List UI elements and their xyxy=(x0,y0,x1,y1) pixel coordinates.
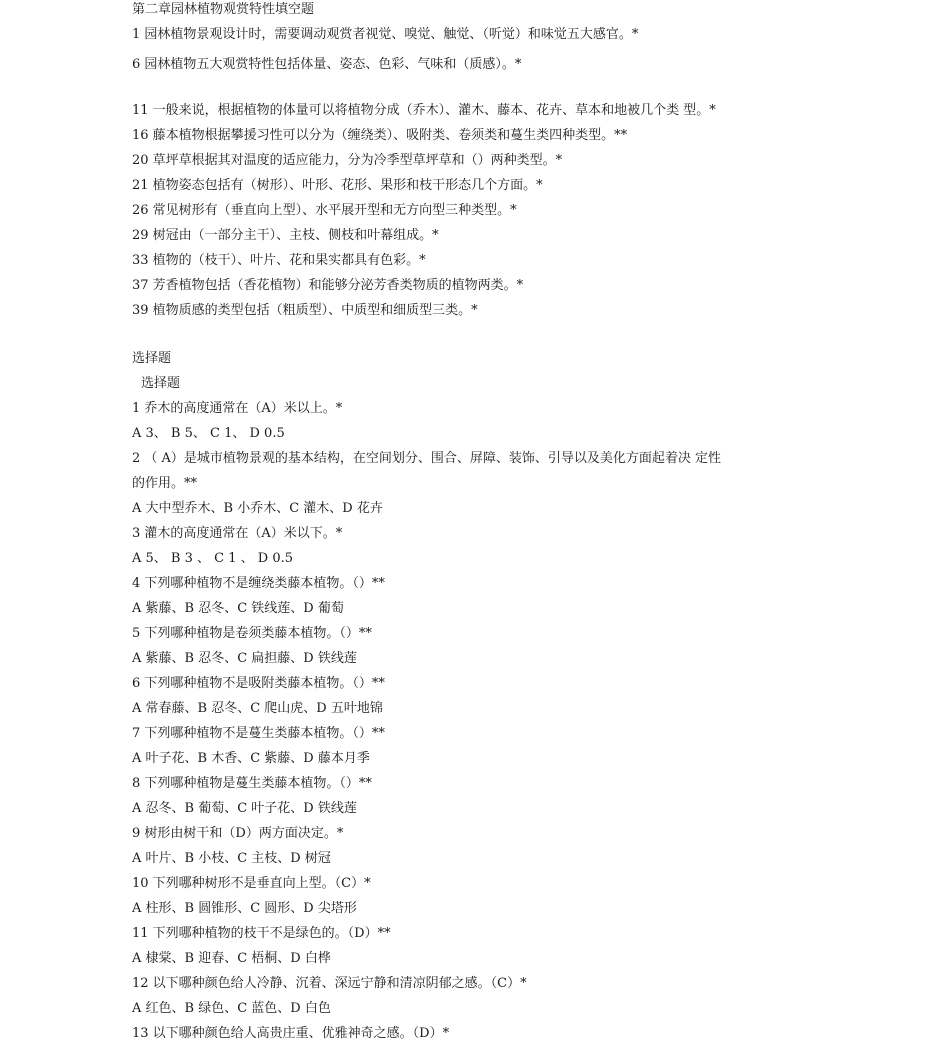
choice-options: A 3、 B 5、 C 1、 D 0.5 xyxy=(132,426,285,441)
choice-question: 3 灌木的高度通常在（A）米以下。* xyxy=(132,526,343,541)
choice-question: 5 下列哪种植物是卷须类藤本植物。（）** xyxy=(132,626,372,641)
fill-blank-item: 26 常见树形有（垂直向上型）、水平展开型和无方向型三种类型。* xyxy=(132,203,517,218)
fill-blank-item: 29 树冠由（一部分主干）、主枝、侧枝和叶幕组成。* xyxy=(132,228,439,243)
choice-question: 2 （ A）是城市植物景观的基本结构，在空间划分、围合、屏障、装饰、引导以及美化方面起着决 定性 xyxy=(132,451,722,466)
fill-blank-item: 16 藤本植物根据攀援习性可以分为（缠绕类）、吸附类、卷须类和蔓生类四种类型。** xyxy=(132,128,628,143)
fill-blank-item: 6 园林植物五大观赏特性包括体量、姿态、色彩、气味和（质感）。* xyxy=(132,57,522,72)
choice-question: 6 下列哪种植物不是吸附类藤本植物。（）** xyxy=(132,676,385,691)
choice-options: A 紫藤、B 忍冬、C 铁线莲、D 葡萄 xyxy=(132,601,344,616)
choice-question: 10 下列哪种树形不是垂直向上型。（C）* xyxy=(132,876,371,891)
choice-options: A 叶子花、B 木香、C 紫藤、D 藤本月季 xyxy=(132,751,370,766)
choice-question: 7 下列哪种植物不是蔓生类藤本植物。（）** xyxy=(132,726,385,741)
choice-options: A 忍冬、B 葡萄、C 叶子花、D 铁线莲 xyxy=(132,801,357,816)
choice-question: 4 下列哪种植物不是缠绕类藤本植物。（）** xyxy=(132,576,385,591)
choice-options: A 柱形、B 圆锥形、C 圆形、D 尖塔形 xyxy=(132,901,357,916)
fill-blank-item: 33 植物的（枝干）、叶片、花和果实都具有色彩。* xyxy=(132,253,426,268)
fill-blank-item: 37 芳香植物包括（香花植物）和能够分泌芳香类物质的植物两类。* xyxy=(132,278,524,293)
fill-blank-item: 21 植物姿态包括有（树形）、叶形、花形、果形和枝干形态几个方面。* xyxy=(132,178,543,193)
choice-question: 11 下列哪种植物的枝干不是绿色的。（D）** xyxy=(132,926,391,941)
choice-question-continued: 的作用。** xyxy=(132,476,198,491)
choice-question: 13 以下哪种颜色给人高贵庄重、优雅神奇之感。（D）* xyxy=(132,1026,450,1041)
choice-options: A 常春藤、B 忍冬、C 爬山虎、D 五叶地锦 xyxy=(132,701,383,716)
fill-blank-item: 20 草坪草根据其对温度的适应能力，分为冷季型草坪草和（）两种类型。* xyxy=(132,153,563,168)
fill-blank-item: 1 园林植物景观设计时，需要调动观赏者视觉、嗅觉、触觉、（听觉）和味觉五大感官。* xyxy=(132,27,639,42)
choice-question: 1 乔木的高度通常在（A）米以上。* xyxy=(132,401,343,416)
document-title: 第二章园林植物观赏特性填空题 xyxy=(132,2,315,17)
choice-question: 8 下列哪种植物是蔓生类藤本植物。（）** xyxy=(132,776,372,791)
choice-options: A 5、 B 3 、 C 1 、 D 0.5 xyxy=(132,551,293,566)
choice-options: A 叶片、B 小枝、C 主枝、D 树冠 xyxy=(132,851,331,866)
fill-blank-item: 39 植物质感的类型包括（粗质型）、中质型和细质型三类。* xyxy=(132,303,478,318)
choice-options: A 红色、B 绿色、C 蓝色、D 白色 xyxy=(132,1001,331,1016)
fill-blank-item: 11 一般来说，根据植物的体量可以将植物分成（乔木）、灌木、藤本、花卉、草本和地被几个类 型。* xyxy=(132,103,716,118)
choice-options: A 棣棠、B 迎春、C 梧桐、D 白桦 xyxy=(132,951,331,966)
section-subheading: 选择题 xyxy=(141,376,181,391)
choice-question: 9 树形由树干和（D）两方面决定。* xyxy=(132,826,344,841)
choice-options: A 大中型乔木、B 小乔木、C 灌木、D 花卉 xyxy=(132,501,383,516)
choice-options: A 紫藤、B 忍冬、C 扁担藤、D 铁线莲 xyxy=(132,651,357,666)
choice-question: 12 以下哪种颜色给人冷静、沉着、深远宁静和清凉阴郁之感。（C）* xyxy=(132,976,527,991)
section-heading: 选择题 xyxy=(132,351,172,366)
